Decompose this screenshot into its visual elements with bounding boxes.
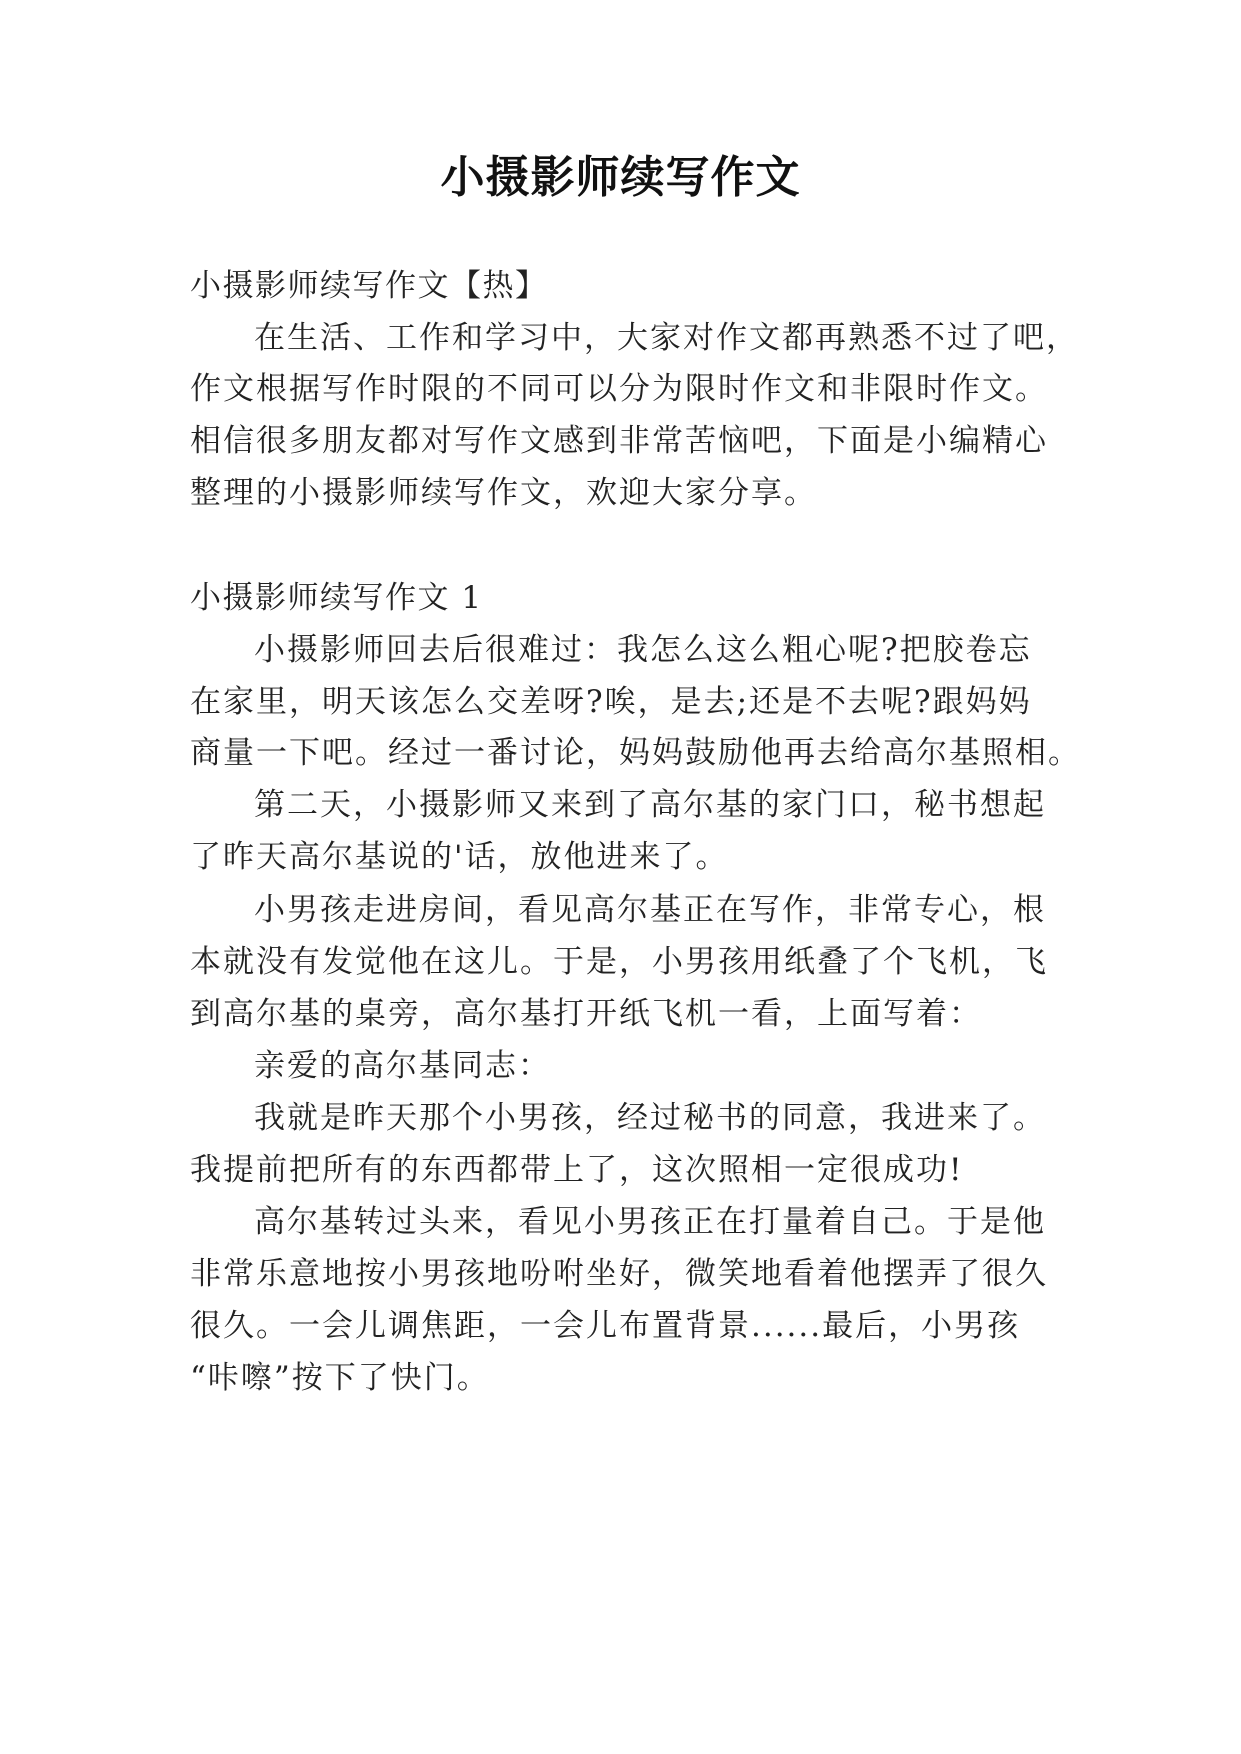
intro-line: 相信很多朋友都对写作文感到非常苦恼吧，下面是小编精心: [190, 423, 1048, 459]
essay-line: 我就是昨天那个小男孩，经过秘书的同意，我进来了。: [254, 1100, 1046, 1136]
essay-line: 在家里，明天该怎么交差呀?唉，是去;还是不去呢?跟妈妈: [190, 684, 1032, 720]
essay-line: 亲爱的高尔基同志：: [254, 1048, 551, 1084]
essay-line: 小男孩走进房间，看见高尔基正在写作，非常专心，根: [254, 892, 1046, 928]
essay-line: 第二天，小摄影师又来到了高尔基的家门口，秘书想起: [254, 787, 1046, 823]
essay-line: 非常乐意地按小男孩地吩咐坐好，微笑地看着他摆弄了很久: [190, 1256, 1048, 1292]
essay-line: 到高尔基的桌旁，高尔基打开纸飞机一看，上面写着：: [190, 996, 982, 1032]
intro-line: 在生活、工作和学习中，大家对作文都再熟悉不过了吧，: [254, 320, 1079, 356]
intro-line: 整理的小摄影师续写作文，欢迎大家分享。: [190, 475, 817, 511]
intro-heading: 小摄影师续写作文【热】: [190, 268, 548, 304]
essay-line: “咔嚓”按下了快门。: [190, 1360, 490, 1396]
essay-heading: 小摄影师续写作文 1: [190, 580, 483, 616]
essay-line: 本就没有发觉他在这儿。于是，小男孩用纸叠了个飞机，飞: [190, 944, 1048, 980]
essay-line: 很久。一会儿调焦距，一会儿布置背景......最后，小男孩: [190, 1308, 1021, 1344]
essay-line: 小摄影师回去后很难过：我怎么这么粗心呢?把胶卷忘: [254, 632, 1032, 668]
essay-line: 高尔基转过头来，看见小男孩正在打量着自己。于是他: [254, 1204, 1046, 1240]
essay-line: 商量一下吧。经过一番讨论，妈妈鼓励他再去给高尔基照相。: [190, 735, 1081, 771]
essay-line: 我提前把所有的东西都带上了，这次照相一定很成功!: [190, 1152, 964, 1188]
document-title: 小摄影师续写作文: [440, 152, 801, 203]
intro-line: 作文根据写作时限的不同可以分为限时作文和非限时作文。: [190, 371, 1048, 407]
essay-line: 了昨天高尔基说的'话，放他进来了。: [190, 839, 729, 875]
